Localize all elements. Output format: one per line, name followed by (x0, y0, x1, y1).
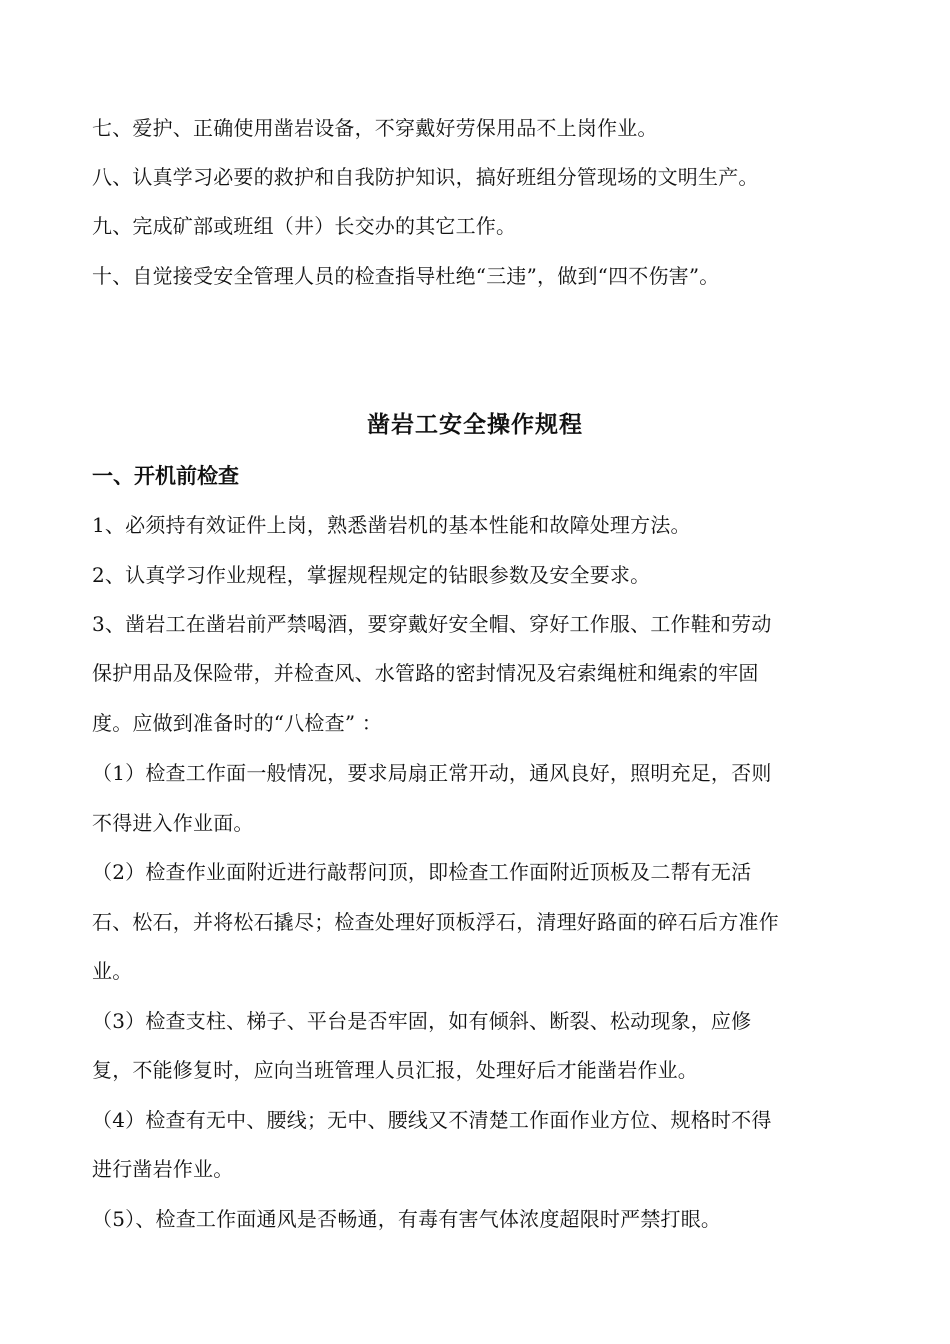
check-item-4: （4）检查有无中、腰线；无中、腰线又不清楚工作面作业方位、规格时不得 (92, 1108, 772, 1132)
rule-line-3-cont: 保护用品及保险带，并检查风、水管路的密封情况及宕索绳桩和绳索的牢固 (92, 661, 759, 685)
check-item-3-cont: 复，不能修复时，应向当班管理人员汇报，处理好后才能凿岩作业。 (92, 1058, 698, 1082)
check-item-3: （3）检查支柱、梯子、平台是否牢固，如有倾斜、断裂、松动现象，应修 (92, 1009, 752, 1033)
check-item-1-cont: 不得进入作业面。 (92, 811, 254, 835)
rule-line-1: 1、必须持有效证件上岗，熟悉凿岩机的基本性能和故障处理方法。 (92, 513, 691, 537)
list-item-7: 七、爱护、正确使用凿岩设备，不穿戴好劳保用品不上岗作业。 (92, 116, 658, 140)
check-item-2-end: 业。 (92, 959, 133, 983)
check-item-2: （2）检查作业面附近进行敲帮问顶，即检查工作面附近顶板及二帮有无活 (92, 860, 752, 884)
list-item-9: 九、完成矿部或班组（井）长交办的其它工作。 (92, 214, 517, 238)
rule-line-3-end: 度。应做到准备时的“八检查” ： (92, 711, 383, 735)
list-item-8: 八、认真学习必要的救护和自我防护知识，搞好班组分管现场的文明生产。 (92, 165, 759, 189)
section-heading: 一、开机前检查 (92, 464, 239, 488)
rule-line-2: 2、认真学习作业规程，掌握规程规定的钻眼参数及安全要求。 (92, 563, 651, 587)
check-item-5: （5）、检查工作面通风是否畅通，有毒有害气体浓度超限时严禁打眼。 (92, 1207, 722, 1231)
check-item-2-cont: 石、松石，并将松石撬尽；检查处理好顶板浮石，清理好路面的碎石后方准作 (92, 910, 779, 934)
check-item-4-cont: 进行凿岩作业。 (92, 1157, 234, 1181)
list-item-10: 十、自觉接受安全管理人员的检查指导杜绝“三违”，做到“四不伤害”。 (92, 264, 720, 288)
check-item-1: （1）检查工作面一般情况，要求局扇正常开动，通风良好，照明充足，否则 (92, 761, 772, 785)
rule-line-3: 3、凿岩工在凿岩前严禁喝酒，要穿戴好安全帽、穿好工作服、工作鞋和劳动 (92, 612, 772, 636)
section-title: 凿岩工安全操作规程 (367, 412, 583, 438)
